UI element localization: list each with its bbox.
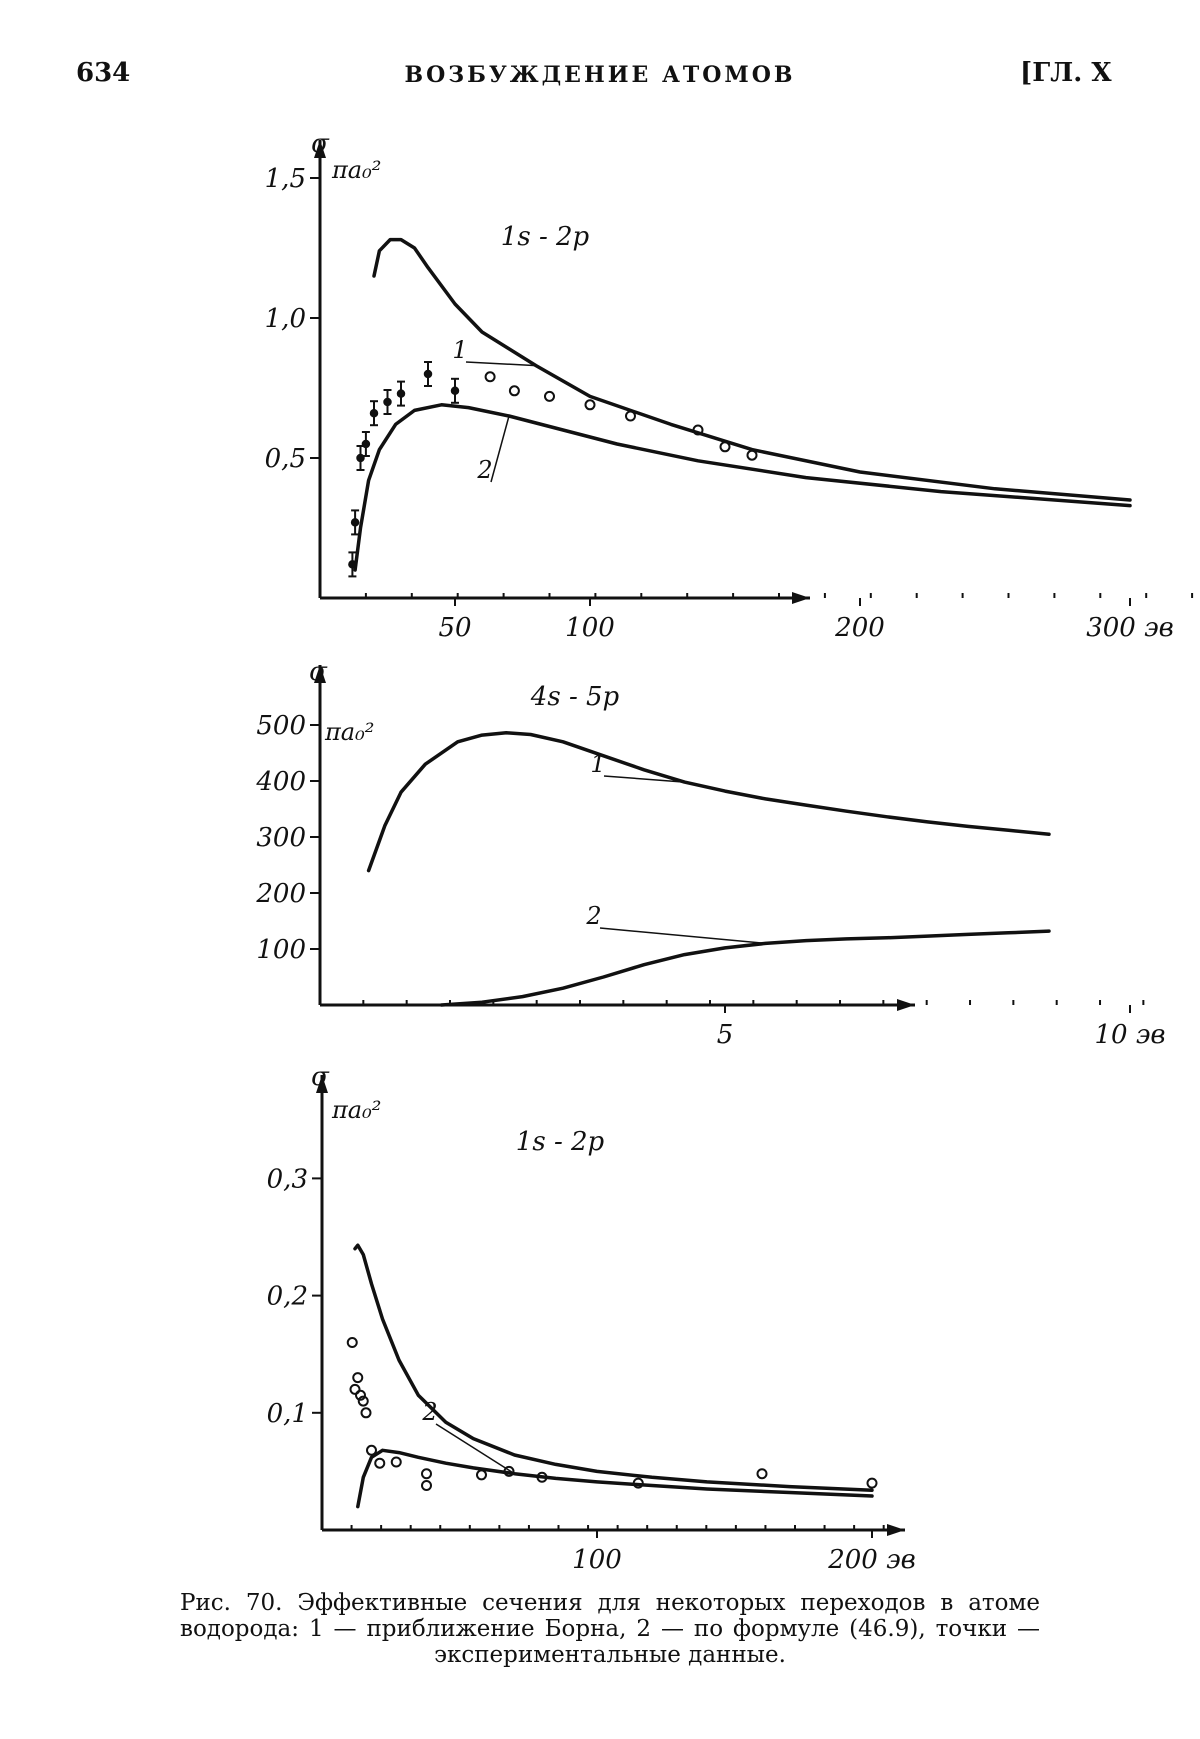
chart3-y-unit-label: πa₀²	[332, 1096, 382, 1124]
chart1-ytick-label: 1,5	[264, 164, 306, 194]
chapter-reference: [ГЛ. Х	[1020, 58, 1112, 88]
chart2-y-unit-label: πa₀²	[325, 718, 375, 746]
chart3-plot-label: 1s - 2p	[515, 1127, 605, 1157]
chart3-xtick-label: 100	[572, 1545, 622, 1575]
chart1-data-point	[486, 372, 495, 381]
chart3-data-point	[392, 1458, 401, 1467]
chart1-data-point	[545, 392, 554, 401]
chart1-data-point-filled	[384, 399, 391, 406]
chart3-curve-label: 2	[422, 1398, 438, 1426]
chart1-ytick-label: 1,0	[264, 304, 306, 334]
chart1-curve-label-leader	[466, 362, 536, 366]
chart3-data-point	[477, 1470, 486, 1479]
page-number: 634	[76, 58, 131, 88]
chart3-ytick-label: 0,3	[266, 1164, 308, 1195]
chart1-x-axis-arrow	[792, 592, 810, 604]
chart3-data-point	[375, 1459, 384, 1468]
chart2-ytick-label: 500	[256, 711, 306, 741]
chart2-curve-label: 1	[590, 750, 606, 778]
chart1-data-point-filled	[452, 387, 459, 394]
chart1-data-point-filled	[362, 441, 369, 448]
chart2-ytick-label: 400	[256, 767, 306, 797]
chart1-plot-label: 1s - 2p	[500, 222, 590, 252]
chart1-data-point	[721, 442, 730, 451]
chart3-y-axis-label: σ	[311, 1062, 329, 1092]
chart2-xtick-label: 10 эв	[1094, 1020, 1166, 1050]
chart2-xtick-label: 5	[716, 1020, 734, 1050]
chart1-data-point-filled	[349, 561, 356, 568]
chart1-data-point	[510, 386, 519, 395]
chart1-data-point	[748, 451, 757, 460]
chart3-data-point	[348, 1338, 357, 1347]
chart1-data-point-filled	[371, 410, 378, 417]
chart1-xtick-label: 50	[438, 613, 472, 643]
chart1-curve-label: 2	[477, 456, 493, 484]
chart1-curve-label: 1	[452, 336, 468, 364]
chart1-curve-label-leader	[491, 416, 509, 482]
chart2-curve-label-leader	[600, 928, 766, 943]
chart3-data-point	[758, 1469, 767, 1478]
chart2-ytick-label: 300	[256, 823, 306, 853]
chart2-x-axis-arrow	[897, 999, 915, 1011]
chart1-data-point-filled	[352, 519, 359, 526]
chart2-ytick-label: 100	[256, 935, 306, 965]
chart3-series-curve-2	[358, 1450, 872, 1506]
figure-caption: Рис. 70. Эффективные сечения для некоторых переходов в атоме водорода: 1 — приближение Борна, 2 — по формуле (46.9), точки — экспериментальные данные.	[180, 1590, 1040, 1668]
chart3-ytick-label: 0,2	[266, 1281, 308, 1312]
chart3-data-point	[367, 1446, 376, 1455]
chart3-data-point	[868, 1479, 877, 1488]
chart1-data-point-filled	[398, 390, 405, 397]
chart3-series-curve-unlabeled	[355, 1245, 872, 1490]
chart1-data-point-filled	[425, 371, 432, 378]
chart1-xtick-label: 300 эв	[1086, 613, 1174, 643]
chart2-ytick-label: 200	[256, 879, 306, 909]
chart1-ytick-label: 0,5	[264, 444, 306, 474]
chart1-series-curve-2	[355, 405, 1130, 570]
chart3-x-axis-arrow	[887, 1524, 905, 1536]
chart1-data-point	[626, 412, 635, 421]
chart2-series-curve-1	[369, 733, 1049, 871]
chart1-data-point	[586, 400, 595, 409]
chart3-xtick-label: 200 эв	[828, 1545, 916, 1575]
chart3-data-point	[422, 1481, 431, 1490]
chart2-plot-label: 4s - 5p	[530, 682, 620, 712]
chart1-xtick-label: 200	[835, 613, 885, 643]
chart3-data-point	[422, 1469, 431, 1478]
chart3-ytick-label: 0,1	[266, 1398, 308, 1429]
chart2-curve-label: 2	[586, 902, 602, 930]
chart2-y-axis-label: σ	[309, 657, 327, 687]
chart1-y-unit-label: πa₀²	[332, 156, 382, 184]
chart3-data-point	[353, 1373, 362, 1382]
chart1-xtick-label: 100	[565, 613, 615, 643]
chart3-data-point	[362, 1408, 371, 1417]
chart1-y-axis-label: σ	[311, 129, 329, 159]
running-title: ВОЗБУЖДЕНИЕ АТОМОВ	[404, 62, 796, 88]
